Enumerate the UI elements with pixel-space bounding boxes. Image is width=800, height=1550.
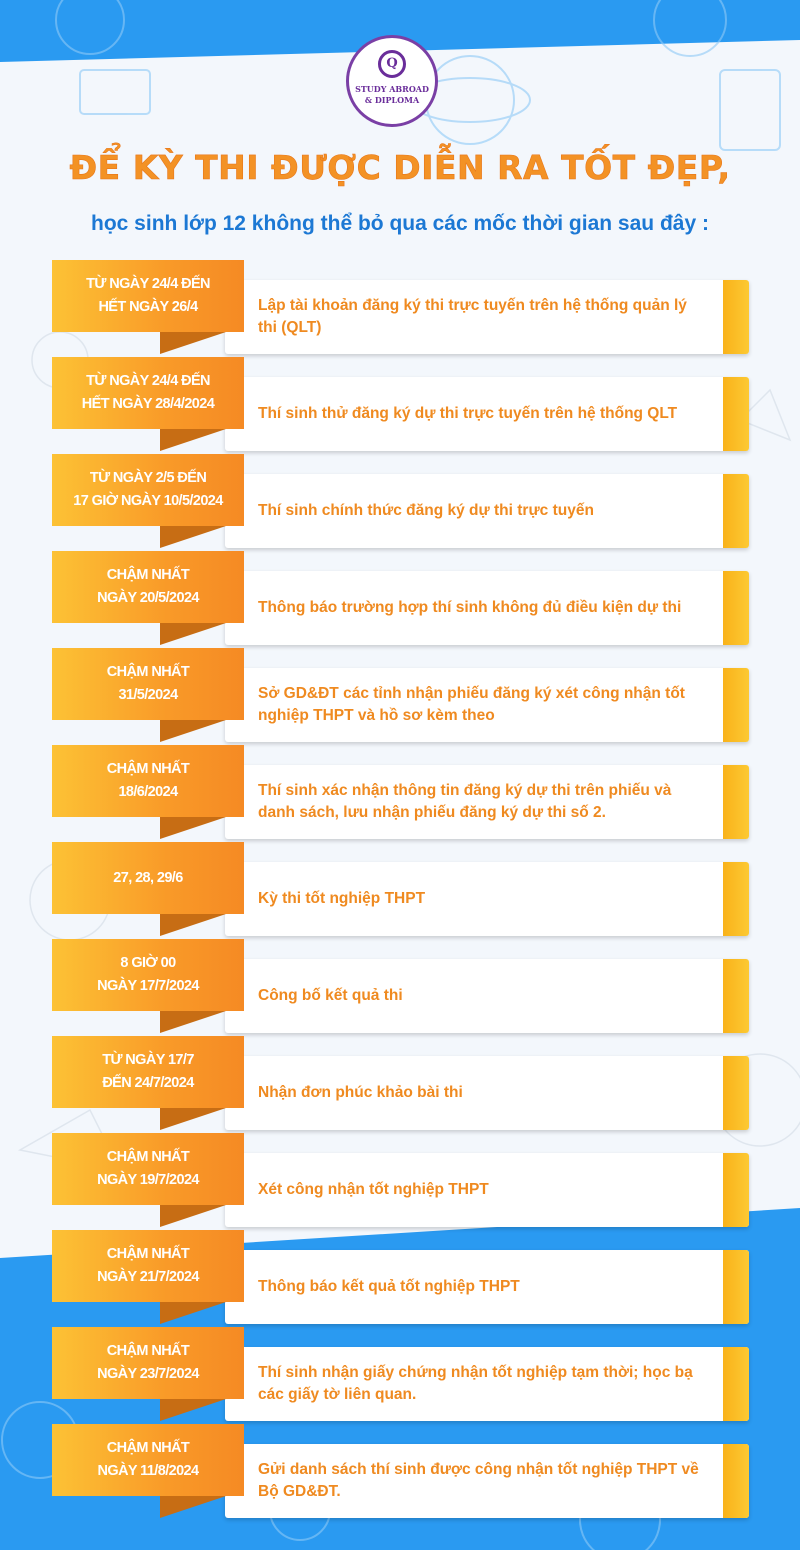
timeline-item: [0, 254, 800, 350]
date-label: [52, 551, 244, 623]
page-subtitle: học sinh lớp 12 không thể bỏ qua các mốc thời gian sau đây :: [91, 212, 709, 235]
date-text: CHẬM NHẤT NGÀY 19/7/2024: [97, 1149, 199, 1188]
date-label: [52, 260, 244, 332]
event-text: Thí sinh chính thức đăng ký dự thi trực tuyến: [258, 502, 594, 519]
date-label: [52, 939, 244, 1011]
date-label: [52, 454, 244, 526]
timeline-item: [0, 1224, 800, 1320]
event-card: [225, 959, 749, 1033]
date-text: 27, 28, 29/6: [113, 869, 183, 886]
logo: [346, 35, 438, 127]
timeline-item: [0, 933, 800, 1029]
date-text: CHẬM NHẤT NGÀY 21/7/2024: [97, 1246, 199, 1285]
timeline-item: [0, 642, 800, 738]
date-label: [52, 357, 244, 429]
event-card: [225, 377, 749, 451]
event-card: [225, 765, 749, 839]
card-tab: [723, 765, 749, 839]
timeline-item: [0, 1127, 800, 1223]
card-tab: [723, 280, 749, 354]
event-text: Công bố kết quả thi: [258, 987, 403, 1004]
date-text: TỪ NGÀY 24/4 ĐẾN HẾT NGÀY 28/4/2024: [81, 373, 215, 412]
card-tab: [723, 1347, 749, 1421]
card-tab: [723, 1250, 749, 1324]
event-card: [225, 1250, 749, 1324]
date-text: TỪ NGÀY 2/5 ĐẾN 17 GIỜ NGÀY 10/5/2024: [73, 470, 223, 509]
date-label: [52, 745, 244, 817]
event-text: Thông báo kết quả tốt nghiệp THPT: [258, 1278, 520, 1295]
card-tab: [723, 1444, 749, 1518]
event-card: [225, 862, 749, 936]
date-text: CHẬM NHẤT NGÀY 20/5/2024: [97, 567, 199, 606]
logo-line-1: STUDY ABROAD: [355, 84, 429, 94]
card-tab: [723, 959, 749, 1033]
timeline-item: [0, 545, 800, 641]
card-tab: [723, 474, 749, 548]
date-label: [52, 1133, 244, 1205]
event-text: Xét công nhận tốt nghiệp THPT: [258, 1181, 489, 1198]
date-text: TỪ NGÀY 17/7 ĐẾN 24/7/2024: [102, 1052, 194, 1091]
logo-mark: Q: [378, 50, 406, 78]
event-card: [225, 1153, 749, 1227]
event-text: Thông báo trường hợp thí sinh không đủ điều kiện dự thi: [258, 599, 682, 616]
timeline-item: [0, 1321, 800, 1417]
event-card: [225, 1444, 749, 1518]
card-tab: [723, 668, 749, 742]
timeline-item: [0, 448, 800, 544]
event-card: [225, 474, 749, 548]
date-label: [52, 842, 244, 914]
event-text: Lập tài khoản đăng ký thi trực tuyến trên hệ thống quản lý thi (QLT): [258, 297, 687, 336]
event-text: Thí sinh nhận giấy chứng nhận tốt nghiệp tạm thời; học bạ các giấy tờ liên quan.: [258, 1364, 693, 1403]
date-text: CHẬM NHẤT NGÀY 23/7/2024: [97, 1343, 199, 1382]
card-tab: [723, 377, 749, 451]
date-label: [52, 1230, 244, 1302]
date-label: [52, 1327, 244, 1399]
logo-line-2: & DIPLOMA: [364, 95, 420, 105]
event-card: [225, 1347, 749, 1421]
date-text: CHẬM NHẤT 18/6/2024: [106, 761, 190, 800]
date-text: CHẬM NHẤT 31/5/2024: [106, 664, 190, 703]
event-text: Sở GD&ĐT các tỉnh nhận phiếu đăng ký xét công nhận tốt nghiệp THPT và hồ sơ kèm theo: [258, 685, 685, 724]
date-text: TỪ NGÀY 24/4 ĐẾN HẾT NGÀY 26/4: [86, 276, 210, 315]
event-card: [225, 280, 749, 354]
event-text: Thí sinh xác nhận thông tin đăng ký dự thi trên phiếu và danh sách, lưu nhận phiếu đăng ký dự thi số 2.: [258, 782, 672, 821]
date-label: [52, 1424, 244, 1496]
timeline-item: [0, 1418, 800, 1514]
date-text: 8 GIỜ 00 NGÀY 17/7/2024: [97, 955, 199, 994]
event-card: [225, 1056, 749, 1130]
event-card: [225, 668, 749, 742]
card-tab: [723, 571, 749, 645]
event-text: Gửi danh sách thí sinh được công nhận tốt nghiệp THPT về Bộ GD&ĐT.: [258, 1461, 699, 1500]
event-text: Nhận đơn phúc khảo bài thi: [258, 1084, 463, 1101]
timeline-item: [0, 1030, 800, 1126]
card-tab: [723, 862, 749, 936]
timeline-item: [0, 836, 800, 932]
date-label: [52, 648, 244, 720]
date-text: CHẬM NHẤT NGÀY 11/8/2024: [97, 1440, 199, 1479]
card-tab: [723, 1153, 749, 1227]
timeline-item: [0, 351, 800, 447]
date-label: [52, 1036, 244, 1108]
event-text: Kỳ thi tốt nghiệp THPT: [258, 890, 426, 907]
event-text: Thí sinh thử đăng ký dự thi trực tuyến trên hệ thống QLT: [258, 405, 678, 422]
page-title: ĐỂ KỲ THI ĐƯỢC DIỄN RA TỐT ĐẸP,: [69, 148, 731, 187]
event-card: [225, 571, 749, 645]
card-tab: [723, 1056, 749, 1130]
timeline-item: [0, 739, 800, 835]
